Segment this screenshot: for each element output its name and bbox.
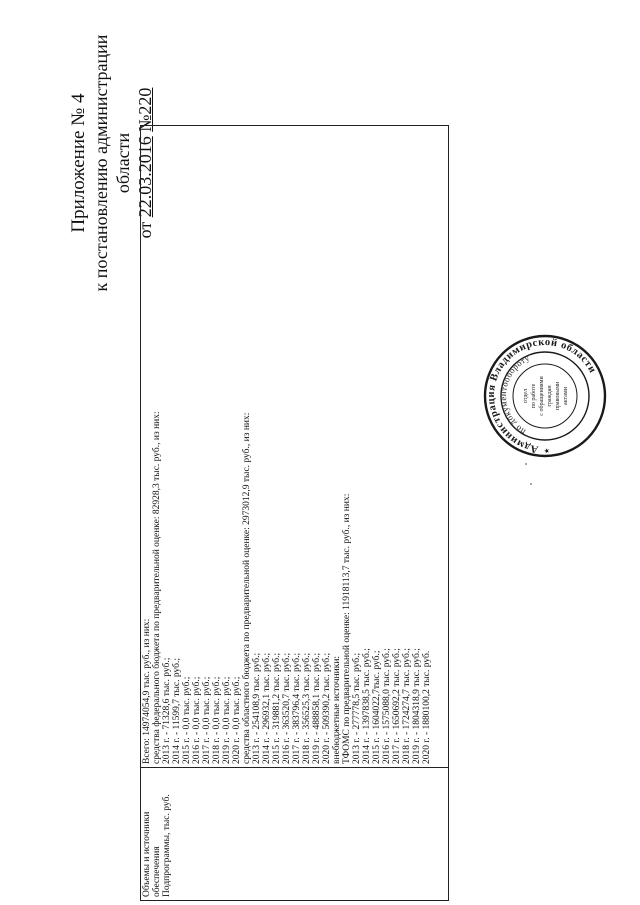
- year-line: 2019 г. - 0,0 тыс. руб.;: [222, 676, 232, 764]
- stamp-center-line: граждан: [547, 385, 553, 407]
- year-line: 2017 г. - 383796,4 тыс. руб.;: [292, 652, 302, 764]
- appendix-title: Приложение № 4: [68, 93, 89, 233]
- total-line: Всего: 14974054,9 тыс. руб., из них:: [142, 618, 152, 764]
- year-line: 2018 г. - 1724274,7 тыс. руб.;: [402, 648, 412, 764]
- decree-date: 22.03.2016: [135, 136, 155, 218]
- label-line: Подпрограммы, тыс. руб.: [162, 794, 172, 897]
- year-line: 2014 г. - 1397838,5 тыс. руб.;: [362, 648, 372, 764]
- table-row: [141, 126, 449, 901]
- scan-speck: [530, 483, 532, 485]
- stamp-center-line: правовыми: [555, 381, 561, 411]
- year-line: 2020 г. - 509390,2 тыс. руб.;: [322, 652, 332, 764]
- year-line: 2016 г. - 363520,7 тыс. руб.;: [282, 652, 292, 764]
- tfoms-line: ТФОМС по предварительной оценке: 11918113,7 тыс. руб., из них:: [342, 493, 352, 764]
- scan-speck: [525, 463, 527, 465]
- year-line: 2018 г. - 0,0 тыс. руб.;: [212, 676, 222, 764]
- extra-budget-line: внебюджетные источники:: [332, 655, 342, 764]
- federal-budget-line: средства федерального бюджета по предварительной оценке: 82928,3 тыс. руб., из них:: [152, 411, 162, 764]
- year-line: 2016 г. - 1575088,0 тыс. руб.;: [382, 648, 392, 764]
- stamp-inner-text: по документообороту: [497, 352, 532, 437]
- stamp-center-line: по работе: [531, 383, 537, 409]
- row-value-cell: [141, 126, 449, 768]
- year-line: 2016 г. - 0,0 тыс. руб.;: [192, 676, 202, 764]
- stamp-star-icon: ★: [543, 447, 551, 454]
- year-line: 2019 г. - 1804318,9 тыс. руб.;: [412, 648, 422, 764]
- stamp-center-line: актами: [563, 387, 569, 405]
- year-line: 2017 г. - 1650692,2 тыс. руб.;: [392, 648, 402, 764]
- stamp-outer-text: Администрация Владимирской области: [485, 336, 598, 455]
- stamp-center-line: с обращениями: [539, 376, 545, 416]
- stamp-center-line: отдел: [523, 388, 529, 404]
- decree-number: №220: [135, 87, 155, 132]
- year-line: 2018 г. - 356525,3 тыс. руб.;: [302, 652, 312, 764]
- year-line: 2015 г. - 0,0 тыс. руб.;: [182, 676, 192, 764]
- decree-reference: к постановлению администрации области: [91, 34, 133, 292]
- year-line: 2020 г. - 0,0 тыс. руб.;: [232, 676, 242, 764]
- date-prefix: от: [135, 221, 155, 239]
- official-stamp: [483, 334, 607, 458]
- row-label-cell: [141, 768, 449, 901]
- year-line: 2013 г. - 277778,5 тыс. руб.;: [352, 652, 362, 764]
- year-line: 2013 г. - 71328,6 тыс. руб.;: [162, 657, 172, 764]
- year-line: 2015 г. - 319881,2 тыс. руб.;: [272, 652, 282, 764]
- funding-table: [140, 125, 449, 901]
- year-line: 2019 г. - 488858,1 тыс. руб.;: [312, 652, 322, 764]
- year-line: 2020 г. - 1880100,2 тыс. руб.: [422, 650, 432, 764]
- year-line: 2014 г. - 11599,7 тыс. руб.;: [172, 658, 182, 764]
- year-line: 2013 г. - 254108,9 тыс. руб.;: [252, 652, 262, 764]
- regional-budget-line: средства областного бюджета по предварительной оценке: 2973012,9 тыс. руб., из них:: [242, 412, 252, 764]
- year-line: 2015 г. - 1604022,7тыс. руб.;: [372, 650, 382, 764]
- year-line: 2017 г. - 0,0 тыс. руб.;: [202, 676, 212, 764]
- label-line: Объемы и источники: [142, 811, 152, 897]
- year-line: 2014 г. - 296932,1 тыс. руб.;: [262, 652, 272, 764]
- label-line: обеспечения: [152, 846, 162, 897]
